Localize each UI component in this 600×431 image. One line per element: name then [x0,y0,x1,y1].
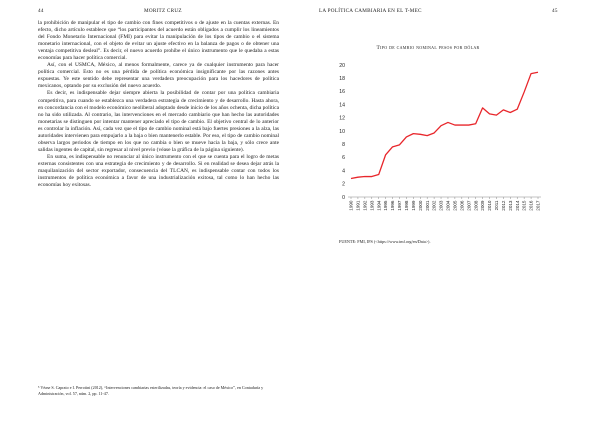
x-tick-label: 2010 [487,200,493,211]
running-head-author: MORITZ CRUZ [144,8,182,14]
y-tick-label: 12 [339,115,345,122]
x-tick-label: 2007 [466,200,472,211]
paragraph: Así, con el USMCA, México, al menos formalmente, carece ya de cualquier instrumento para hacer política comercial. Esto no es una pérdida de política económica insignificante por las razones antes expuestas. Ye este sentido debe representar una verdadera preocupación para los hacedores de política mexicanos, optando por su exclusión del nuevo acuerdo. [38,62,279,90]
y-tick-label: 2 [342,181,345,188]
y-tick-label: 16 [339,89,345,96]
x-tick-label: 1997 [397,200,403,211]
x-tick-label: 1998 [404,200,410,211]
y-tick-label: 6 [342,155,345,162]
running-head-title: LA POLÍTICA CAMBIARIA EN EL T-MEC [319,8,422,14]
x-tick-label: 2011 [494,200,500,211]
x-tick-label: 2014 [514,200,520,211]
y-tick-label: 8 [342,142,345,148]
chart-title: Tipo de cambio nominal pesos por dólar [376,45,480,51]
x-tick-label: 1990 [348,200,354,211]
x-tick-label: 2016 [528,200,534,211]
x-tick-label: 2015 [521,200,527,211]
y-tick-label: 18 [339,76,345,82]
x-tick-label: 2012 [500,200,506,211]
x-tick-label: 2017 [535,200,541,211]
x-tick-label: 1995 [383,200,389,211]
x-tick-label: 1993 [369,200,375,211]
x-tick-label: 2006 [459,200,465,211]
x-tick-label: 2005 [452,200,458,211]
x-tick-label: 1999 [410,200,416,211]
y-tick-label: 14 [339,102,345,109]
paragraph: Es decir, es indispensable dejar siempre abierta la posibilidad de contar por una política cambiaria competitiva, para cuando se establezca una verdadera estrategia de crecimiento y de desarrollo. Hasta ahora, en concordancia con el modelo económico neoliberal adoptado desde inicio de los años ochenta, dicha política no ha sido utilizada. Al contrario, las intervenciones en el mercado cambiario que han hecho las autoridades monetarias se distinguen por intentar mantener apreciado el tipo de cambio. El objetivo central de lo anterior es controlar la inflación. Así, cada vez que el tipo de cambio nominal está bajo fuertes presiones a la alza, las autoridades intervienen para empujarlo a la baja o bien mantenerlo estable. Por eso, el tipo de cambio nominal observa largos periodos de tiempo en los que no cambia o bien se mueve hacia la baja, y sólo crece ante salidas ingentes de capital, sin regresar al nivel previo (véase la gráfica de la página siguiente). [38,90,279,153]
x-tick-label: 1996 [390,200,396,211]
x-tick-label: 1994 [376,200,382,211]
page-number: 45 [552,8,558,14]
x-tick-label: 2000 [417,200,423,211]
y-tick-label: 0 [342,194,345,201]
y-tick-label: 10 [339,128,345,135]
footnote: ⁵ Véase S. Caprato e I. Perrotini (2012), “Intervenciones cambiarias esterilizadas, teoría y evidencia: el caso de México”, en Contaduría y Administración, vol. 57, núm. 2, pp. 11-47. [38,385,264,396]
exchange-rate-chart [300,52,600,237]
page-number: 44 [38,8,44,14]
series-line [351,72,538,178]
x-tick-label: 2002 [431,200,437,211]
x-tick-label: 2013 [507,200,513,211]
x-tick-label: 1992 [362,200,368,211]
y-tick-label: 20 [339,62,345,69]
x-tick-label: 1991 [355,200,361,211]
y-tick-label: 4 [342,168,345,175]
x-tick-label: 2001 [424,200,430,211]
x-tick-label: 2004 [445,200,451,211]
right-page [300,0,600,431]
paragraph: la prohibición de manipular el tipo de cambio con fines competitivos o de ajuste en la cuentas externas. En efecto, dicho artículo establece que “los participantes del acuerdo están obligados a cumplir los lineamientos del Fondo Monetario Internacional (FMI) para evitar la manipulación de los tipos de cambio o el sistema monetario internacional, con el objeto de evitar un ajuste efectivo en la balanza de pagos o de obtener una ventaja competitiva desleal”. Es decir, el nuevo acuerdo prohíbe el único instrumento que le quedaba a estas economías para hacer política comercial. [38,20,279,62]
x-tick-label: 2003 [438,200,444,211]
body-text [38,20,279,189]
x-tick-label: 2008 [473,200,479,211]
chart-source: FUENTE: FMI, IFS (<https://www.imf.org/en/Data>). [339,239,431,244]
x-tick-label: 2009 [480,200,486,211]
paragraph: En suma, es indispensable no renunciar al único instrumento con el que se cuenta para el logro de metas externas consistentes con una estrategia de crecimiento y de desarrollo. Si en realidad se desea dejar atrás la maquilanización del sector exportador, consecuencia del TLCAN, es indispensable contar con todos los instrumentos de política económica a favor de una industrialización exitosa, tal como lo han hecho las economías hoy exitosas. [38,153,279,189]
